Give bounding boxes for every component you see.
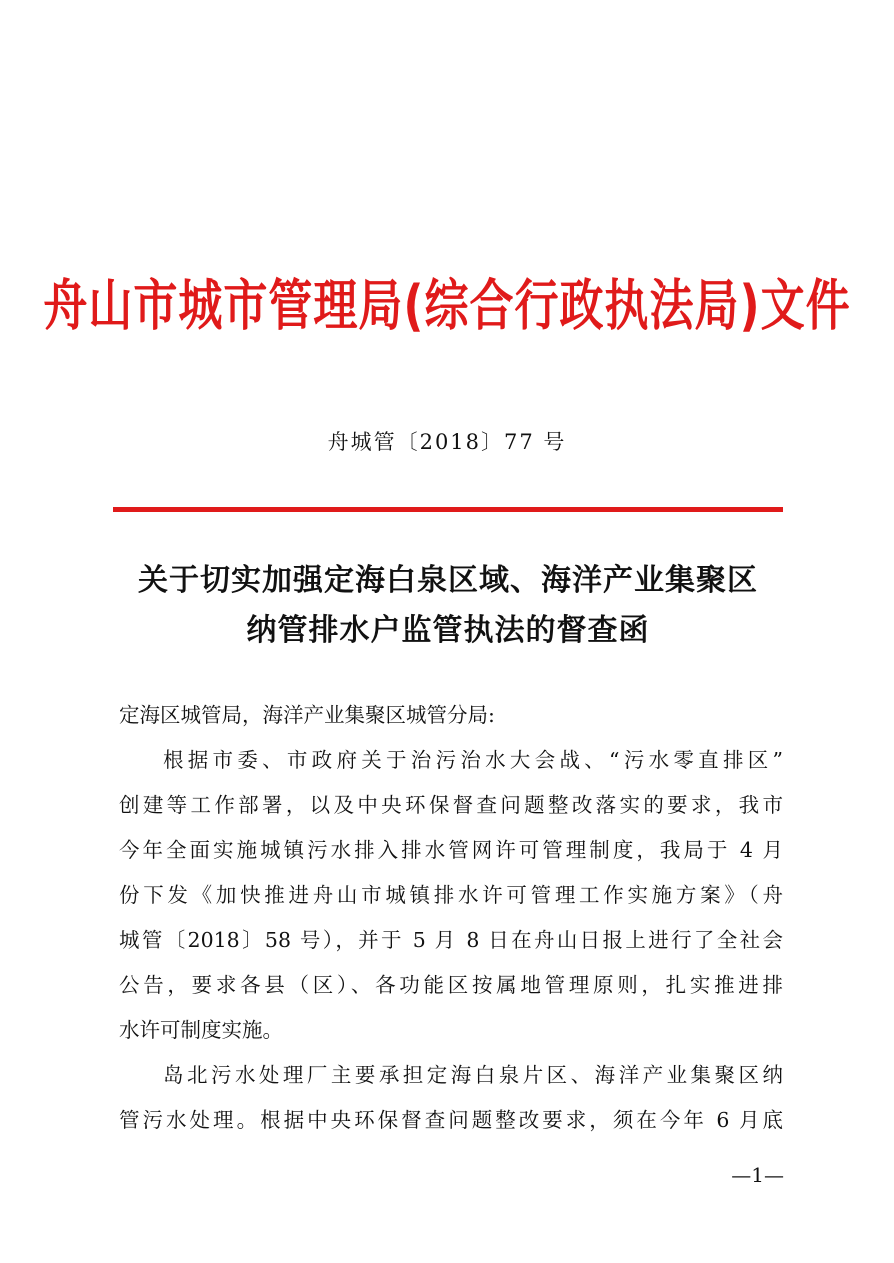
document-title-line-2: 纳管排水户监管执法的督查函 xyxy=(246,613,650,648)
paragraph-1-line-3: 今年全面实施城镇污水排入排水管网许可管理制度，我局于 4 月 xyxy=(119,838,783,862)
document-title xyxy=(110,556,786,656)
paragraph-2-line-2: 管污水处理。根据中央环保督查问题整改要求，须在今年 6 月底 xyxy=(119,1108,783,1132)
paragraph-1-line-7: 水许可制度实施。 xyxy=(119,1018,283,1042)
paragraph-1-line-4: 份下发《加快推进舟山市城镇排水许可管理工作实施方案》（舟 xyxy=(119,883,783,907)
paragraph-1-line-5: 城管〔2018〕58 号），并于 5 月 8 日在舟山日报上进行了全社会 xyxy=(119,928,783,952)
document-body xyxy=(119,693,783,1143)
red-divider-rule xyxy=(113,507,783,512)
salutation: 定海区城管局，海洋产业集聚区城管分局: xyxy=(119,703,495,727)
document-title-line-1: 关于切实加强定海白泉区域、海洋产业集聚区 xyxy=(138,563,758,598)
document-number: 舟城管〔2018〕77 号 xyxy=(327,430,567,454)
paragraph-1-line-6: 公告，要求各县（区）、各功能区按属地管理原则，扎实推进排 xyxy=(119,973,783,997)
paragraph-1-line-2: 创建等工作部署，以及中央环保督查问题整改落实的要求，我市 xyxy=(119,793,783,817)
agency-header-title: 舟山市城市管理局(综合行政执法局)文件 xyxy=(43,274,851,339)
paragraph-1-line-1: 根据市委、市政府关于治污治水大会战、“污水零直排区” xyxy=(163,748,783,772)
page-number: —1— xyxy=(731,1163,784,1187)
paragraph-2-line-1: 岛北污水处理厂主要承担定海白泉片区、海洋产业集聚区纳 xyxy=(163,1063,783,1087)
